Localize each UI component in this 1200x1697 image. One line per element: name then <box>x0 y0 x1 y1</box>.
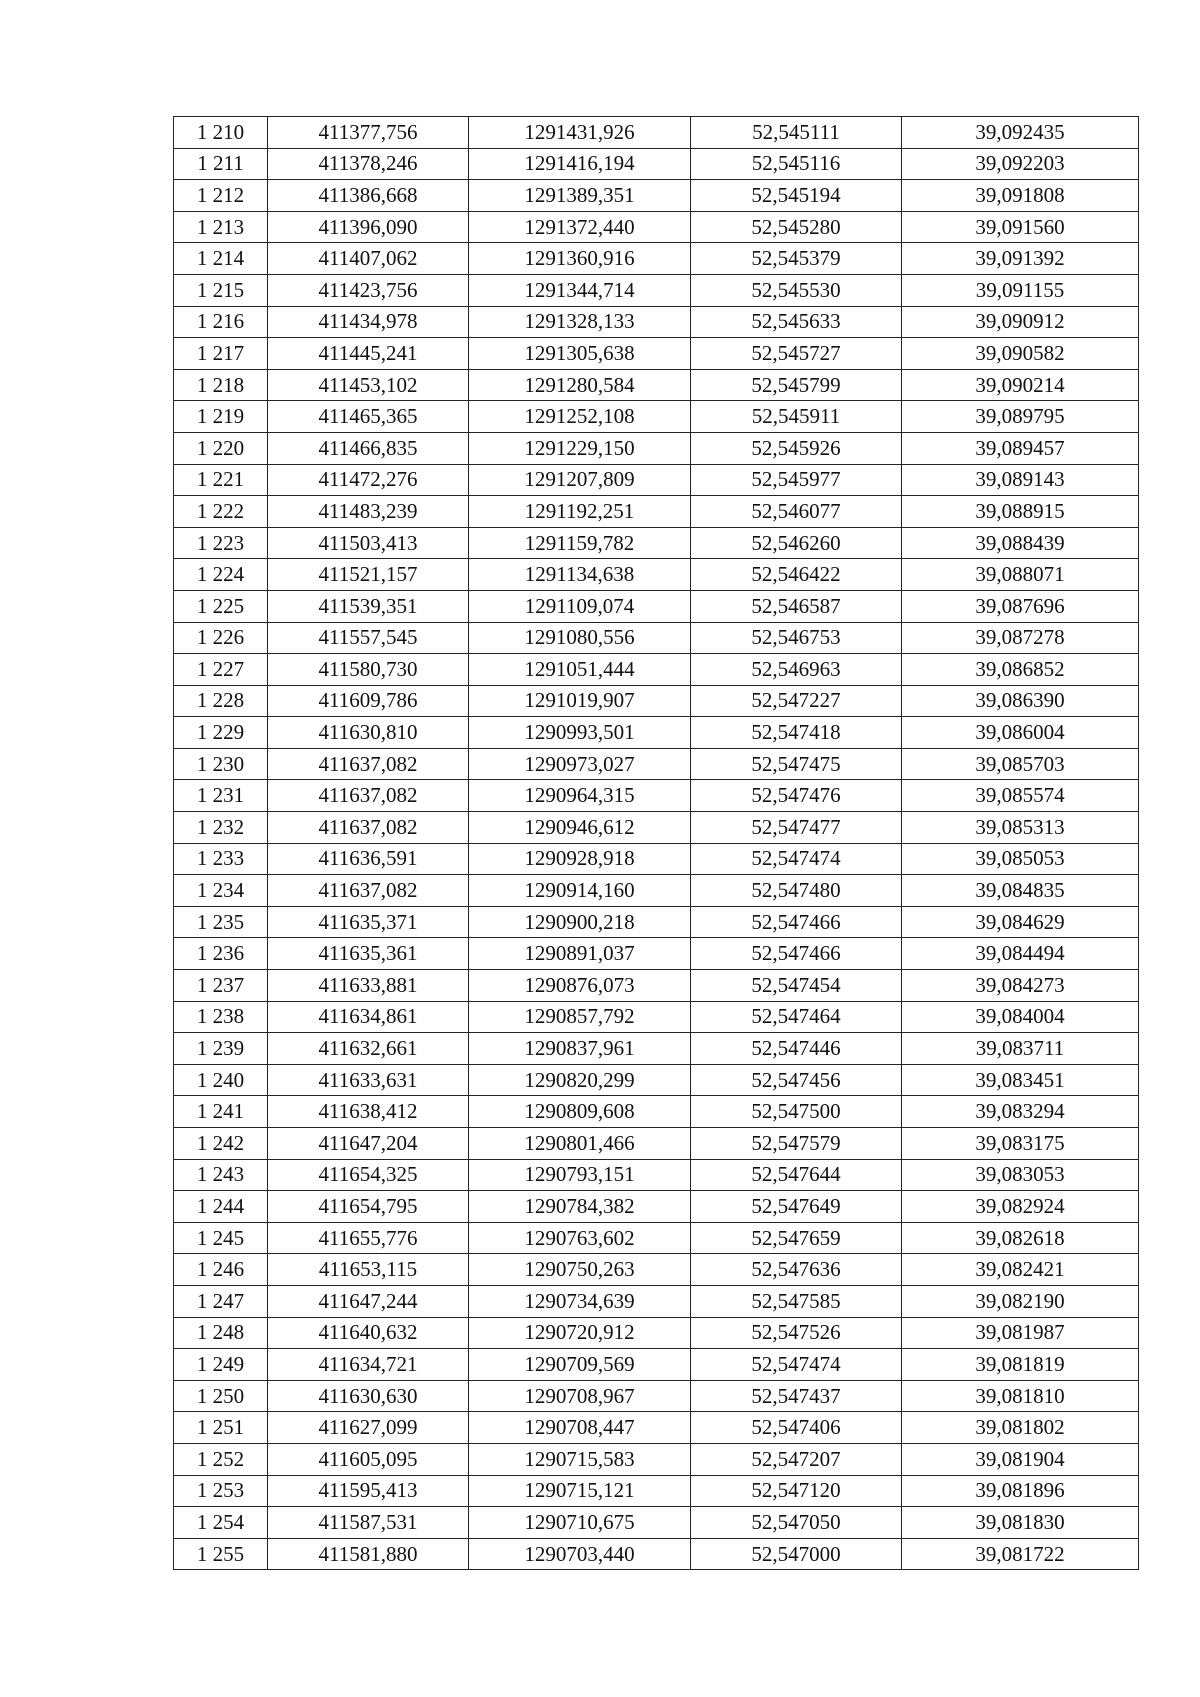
table-row <box>174 780 1139 812</box>
y-coordinate-cell: 1290857,792 <box>469 1001 691 1033</box>
x-coordinate-cell: 411503,413 <box>268 527 469 559</box>
y-coordinate-cell: 1291109,074 <box>469 590 691 622</box>
table-row <box>174 1033 1139 1065</box>
y-coordinate-cell: 1291134,638 <box>469 559 691 591</box>
point-number-cell: 1 232 <box>174 812 268 844</box>
longitude-cell: 39,091155 <box>902 274 1139 306</box>
point-number-cell: 1 230 <box>174 748 268 780</box>
latitude-cell: 52,545111 <box>691 117 902 149</box>
point-number-cell: 1 237 <box>174 970 268 1002</box>
x-coordinate-cell: 411654,325 <box>268 1159 469 1191</box>
x-coordinate-cell: 411632,661 <box>268 1033 469 1065</box>
longitude-cell: 39,082924 <box>902 1191 1139 1223</box>
table-row <box>174 1538 1139 1570</box>
table-row <box>174 748 1139 780</box>
x-coordinate-cell: 411653,115 <box>268 1254 469 1286</box>
table-row <box>174 369 1139 401</box>
latitude-cell: 52,545727 <box>691 338 902 370</box>
latitude-cell: 52,547120 <box>691 1475 902 1507</box>
table-row <box>174 1475 1139 1507</box>
x-coordinate-cell: 411407,062 <box>268 243 469 275</box>
y-coordinate-cell: 1290763,602 <box>469 1222 691 1254</box>
point-number-cell: 1 233 <box>174 843 268 875</box>
point-number-cell: 1 213 <box>174 211 268 243</box>
x-coordinate-cell: 411630,810 <box>268 717 469 749</box>
y-coordinate-cell: 1291252,108 <box>469 401 691 433</box>
table-row <box>174 1507 1139 1539</box>
table-row <box>174 243 1139 275</box>
x-coordinate-cell: 411634,721 <box>268 1349 469 1381</box>
x-coordinate-cell: 411654,795 <box>268 1191 469 1223</box>
x-coordinate-cell: 411557,545 <box>268 622 469 654</box>
longitude-cell: 39,081987 <box>902 1317 1139 1349</box>
point-number-cell: 1 227 <box>174 654 268 686</box>
longitude-cell: 39,092203 <box>902 148 1139 180</box>
longitude-cell: 39,084835 <box>902 875 1139 907</box>
latitude-cell: 52,547476 <box>691 780 902 812</box>
x-coordinate-cell: 411472,276 <box>268 464 469 496</box>
longitude-cell: 39,091808 <box>902 180 1139 212</box>
point-number-cell: 1 219 <box>174 401 268 433</box>
latitude-cell: 52,545280 <box>691 211 902 243</box>
x-coordinate-cell: 411635,371 <box>268 906 469 938</box>
point-number-cell: 1 235 <box>174 906 268 938</box>
y-coordinate-cell: 1291389,351 <box>469 180 691 212</box>
point-number-cell: 1 228 <box>174 685 268 717</box>
longitude-cell: 39,083175 <box>902 1128 1139 1160</box>
longitude-cell: 39,083451 <box>902 1064 1139 1096</box>
longitude-cell: 39,084494 <box>902 938 1139 970</box>
longitude-cell: 39,082190 <box>902 1285 1139 1317</box>
x-coordinate-cell: 411638,412 <box>268 1096 469 1128</box>
table-row <box>174 559 1139 591</box>
longitude-cell: 39,085053 <box>902 843 1139 875</box>
y-coordinate-cell: 1290784,382 <box>469 1191 691 1223</box>
latitude-cell: 52,546587 <box>691 590 902 622</box>
y-coordinate-cell: 1290900,218 <box>469 906 691 938</box>
x-coordinate-cell: 411633,631 <box>268 1064 469 1096</box>
table-row <box>174 717 1139 749</box>
latitude-cell: 52,545977 <box>691 464 902 496</box>
table-row <box>174 274 1139 306</box>
y-coordinate-cell: 1290734,639 <box>469 1285 691 1317</box>
y-coordinate-cell: 1290750,263 <box>469 1254 691 1286</box>
latitude-cell: 52,545116 <box>691 148 902 180</box>
point-number-cell: 1 221 <box>174 464 268 496</box>
y-coordinate-cell: 1290715,121 <box>469 1475 691 1507</box>
longitude-cell: 39,088915 <box>902 496 1139 528</box>
x-coordinate-cell: 411605,095 <box>268 1443 469 1475</box>
x-coordinate-cell: 411378,246 <box>268 148 469 180</box>
table-row <box>174 527 1139 559</box>
y-coordinate-cell: 1290837,961 <box>469 1033 691 1065</box>
x-coordinate-cell: 411637,082 <box>268 748 469 780</box>
longitude-cell: 39,082421 <box>902 1254 1139 1286</box>
point-number-cell: 1 211 <box>174 148 268 180</box>
table-row <box>174 1096 1139 1128</box>
x-coordinate-cell: 411655,776 <box>268 1222 469 1254</box>
longitude-cell: 39,081819 <box>902 1349 1139 1381</box>
longitude-cell: 39,082618 <box>902 1222 1139 1254</box>
y-coordinate-cell: 1290964,315 <box>469 780 691 812</box>
y-coordinate-cell: 1291207,809 <box>469 464 691 496</box>
table-row <box>174 1380 1139 1412</box>
x-coordinate-cell: 411636,591 <box>268 843 469 875</box>
longitude-cell: 39,085574 <box>902 780 1139 812</box>
table-row <box>174 211 1139 243</box>
table-row <box>174 117 1139 149</box>
point-number-cell: 1 214 <box>174 243 268 275</box>
latitude-cell: 52,545926 <box>691 432 902 464</box>
point-number-cell: 1 242 <box>174 1128 268 1160</box>
point-number-cell: 1 241 <box>174 1096 268 1128</box>
latitude-cell: 52,546077 <box>691 496 902 528</box>
latitude-cell: 52,547050 <box>691 1507 902 1539</box>
latitude-cell: 52,547474 <box>691 1349 902 1381</box>
point-number-cell: 1 238 <box>174 1001 268 1033</box>
y-coordinate-cell: 1290710,675 <box>469 1507 691 1539</box>
table-row <box>174 1317 1139 1349</box>
x-coordinate-cell: 411386,668 <box>268 180 469 212</box>
longitude-cell: 39,084629 <box>902 906 1139 938</box>
y-coordinate-cell: 1291280,584 <box>469 369 691 401</box>
y-coordinate-cell: 1291431,926 <box>469 117 691 149</box>
y-coordinate-cell: 1290946,612 <box>469 812 691 844</box>
x-coordinate-cell: 411466,835 <box>268 432 469 464</box>
y-coordinate-cell: 1290715,583 <box>469 1443 691 1475</box>
x-coordinate-cell: 411587,531 <box>268 1507 469 1539</box>
latitude-cell: 52,547659 <box>691 1222 902 1254</box>
latitude-cell: 52,547474 <box>691 843 902 875</box>
latitude-cell: 52,547477 <box>691 812 902 844</box>
longitude-cell: 39,081830 <box>902 1507 1139 1539</box>
y-coordinate-cell: 1290809,608 <box>469 1096 691 1128</box>
table-row <box>174 1349 1139 1381</box>
x-coordinate-cell: 411647,204 <box>268 1128 469 1160</box>
latitude-cell: 52,547475 <box>691 748 902 780</box>
point-number-cell: 1 226 <box>174 622 268 654</box>
table-row <box>174 1254 1139 1286</box>
longitude-cell: 39,081722 <box>902 1538 1139 1570</box>
table-row <box>174 338 1139 370</box>
point-number-cell: 1 251 <box>174 1412 268 1444</box>
point-number-cell: 1 234 <box>174 875 268 907</box>
y-coordinate-cell: 1291051,444 <box>469 654 691 686</box>
point-number-cell: 1 249 <box>174 1349 268 1381</box>
longitude-cell: 39,083053 <box>902 1159 1139 1191</box>
point-number-cell: 1 254 <box>174 1507 268 1539</box>
x-coordinate-cell: 411521,157 <box>268 559 469 591</box>
x-coordinate-cell: 411640,632 <box>268 1317 469 1349</box>
coordinates-table <box>173 116 1139 1570</box>
latitude-cell: 52,546753 <box>691 622 902 654</box>
x-coordinate-cell: 411637,082 <box>268 875 469 907</box>
table-row <box>174 496 1139 528</box>
latitude-cell: 52,547480 <box>691 875 902 907</box>
y-coordinate-cell: 1290928,918 <box>469 843 691 875</box>
point-number-cell: 1 218 <box>174 369 268 401</box>
longitude-cell: 39,081810 <box>902 1380 1139 1412</box>
point-number-cell: 1 212 <box>174 180 268 212</box>
x-coordinate-cell: 411634,861 <box>268 1001 469 1033</box>
x-coordinate-cell: 411627,099 <box>268 1412 469 1444</box>
x-coordinate-cell: 411630,630 <box>268 1380 469 1412</box>
y-coordinate-cell: 1290993,501 <box>469 717 691 749</box>
table-row <box>174 843 1139 875</box>
x-coordinate-cell: 411635,361 <box>268 938 469 970</box>
y-coordinate-cell: 1291305,638 <box>469 338 691 370</box>
y-coordinate-cell: 1290703,440 <box>469 1538 691 1570</box>
table-row <box>174 938 1139 970</box>
y-coordinate-cell: 1290876,073 <box>469 970 691 1002</box>
y-coordinate-cell: 1290709,569 <box>469 1349 691 1381</box>
longitude-cell: 39,084004 <box>902 1001 1139 1033</box>
latitude-cell: 52,547649 <box>691 1191 902 1223</box>
table-row <box>174 685 1139 717</box>
longitude-cell: 39,086004 <box>902 717 1139 749</box>
longitude-cell: 39,081904 <box>902 1443 1139 1475</box>
point-number-cell: 1 225 <box>174 590 268 622</box>
y-coordinate-cell: 1291344,714 <box>469 274 691 306</box>
point-number-cell: 1 252 <box>174 1443 268 1475</box>
table-row <box>174 1285 1139 1317</box>
latitude-cell: 52,545799 <box>691 369 902 401</box>
latitude-cell: 52,547466 <box>691 906 902 938</box>
latitude-cell: 52,547579 <box>691 1128 902 1160</box>
table-row <box>174 812 1139 844</box>
point-number-cell: 1 245 <box>174 1222 268 1254</box>
y-coordinate-cell: 1291229,150 <box>469 432 691 464</box>
longitude-cell: 39,088071 <box>902 559 1139 591</box>
longitude-cell: 39,086390 <box>902 685 1139 717</box>
longitude-cell: 39,090214 <box>902 369 1139 401</box>
latitude-cell: 52,547526 <box>691 1317 902 1349</box>
latitude-cell: 52,547500 <box>691 1096 902 1128</box>
point-number-cell: 1 250 <box>174 1380 268 1412</box>
table-row <box>174 654 1139 686</box>
table-row <box>174 622 1139 654</box>
table-row <box>174 1064 1139 1096</box>
point-number-cell: 1 210 <box>174 117 268 149</box>
y-coordinate-cell: 1291416,194 <box>469 148 691 180</box>
latitude-cell: 52,545194 <box>691 180 902 212</box>
latitude-cell: 52,547437 <box>691 1380 902 1412</box>
x-coordinate-cell: 411647,244 <box>268 1285 469 1317</box>
latitude-cell: 52,545379 <box>691 243 902 275</box>
y-coordinate-cell: 1291192,251 <box>469 496 691 528</box>
x-coordinate-cell: 411483,239 <box>268 496 469 528</box>
latitude-cell: 52,545633 <box>691 306 902 338</box>
longitude-cell: 39,085313 <box>902 812 1139 844</box>
table-row <box>174 148 1139 180</box>
longitude-cell: 39,090912 <box>902 306 1139 338</box>
x-coordinate-cell: 411539,351 <box>268 590 469 622</box>
y-coordinate-cell: 1290891,037 <box>469 938 691 970</box>
table-row <box>174 464 1139 496</box>
longitude-cell: 39,090582 <box>902 338 1139 370</box>
point-number-cell: 1 246 <box>174 1254 268 1286</box>
longitude-cell: 39,091392 <box>902 243 1139 275</box>
y-coordinate-cell: 1290720,912 <box>469 1317 691 1349</box>
point-number-cell: 1 217 <box>174 338 268 370</box>
latitude-cell: 52,545530 <box>691 274 902 306</box>
longitude-cell: 39,083711 <box>902 1033 1139 1065</box>
longitude-cell: 39,089795 <box>902 401 1139 433</box>
point-number-cell: 1 255 <box>174 1538 268 1570</box>
point-number-cell: 1 240 <box>174 1064 268 1096</box>
table-row <box>174 1412 1139 1444</box>
latitude-cell: 52,546963 <box>691 654 902 686</box>
longitude-cell: 39,092435 <box>902 117 1139 149</box>
longitude-cell: 39,086852 <box>902 654 1139 686</box>
table-row <box>174 590 1139 622</box>
longitude-cell: 39,091560 <box>902 211 1139 243</box>
point-number-cell: 1 248 <box>174 1317 268 1349</box>
table-row <box>174 1222 1139 1254</box>
y-coordinate-cell: 1291080,556 <box>469 622 691 654</box>
latitude-cell: 52,547644 <box>691 1159 902 1191</box>
table-row <box>174 1191 1139 1223</box>
point-number-cell: 1 243 <box>174 1159 268 1191</box>
point-number-cell: 1 222 <box>174 496 268 528</box>
point-number-cell: 1 223 <box>174 527 268 559</box>
longitude-cell: 39,085703 <box>902 748 1139 780</box>
y-coordinate-cell: 1290801,466 <box>469 1128 691 1160</box>
table-row <box>174 1443 1139 1475</box>
point-number-cell: 1 216 <box>174 306 268 338</box>
latitude-cell: 52,546422 <box>691 559 902 591</box>
y-coordinate-cell: 1290973,027 <box>469 748 691 780</box>
table-row <box>174 1159 1139 1191</box>
table-row <box>174 1128 1139 1160</box>
longitude-cell: 39,084273 <box>902 970 1139 1002</box>
longitude-cell: 39,081896 <box>902 1475 1139 1507</box>
y-coordinate-cell: 1290793,151 <box>469 1159 691 1191</box>
x-coordinate-cell: 411434,978 <box>268 306 469 338</box>
longitude-cell: 39,081802 <box>902 1412 1139 1444</box>
longitude-cell: 39,088439 <box>902 527 1139 559</box>
y-coordinate-cell: 1290914,160 <box>469 875 691 907</box>
latitude-cell: 52,547466 <box>691 938 902 970</box>
x-coordinate-cell: 411453,102 <box>268 369 469 401</box>
latitude-cell: 52,547446 <box>691 1033 902 1065</box>
latitude-cell: 52,547585 <box>691 1285 902 1317</box>
x-coordinate-cell: 411581,880 <box>268 1538 469 1570</box>
point-number-cell: 1 247 <box>174 1285 268 1317</box>
y-coordinate-cell: 1290820,299 <box>469 1064 691 1096</box>
table-row <box>174 970 1139 1002</box>
point-number-cell: 1 224 <box>174 559 268 591</box>
longitude-cell: 39,089143 <box>902 464 1139 496</box>
y-coordinate-cell: 1291019,907 <box>469 685 691 717</box>
point-number-cell: 1 244 <box>174 1191 268 1223</box>
point-number-cell: 1 239 <box>174 1033 268 1065</box>
y-coordinate-cell: 1291159,782 <box>469 527 691 559</box>
point-number-cell: 1 253 <box>174 1475 268 1507</box>
point-number-cell: 1 229 <box>174 717 268 749</box>
table-row <box>174 306 1139 338</box>
latitude-cell: 52,545911 <box>691 401 902 433</box>
point-number-cell: 1 231 <box>174 780 268 812</box>
table-row <box>174 401 1139 433</box>
table-row <box>174 180 1139 212</box>
latitude-cell: 52,547636 <box>691 1254 902 1286</box>
longitude-cell: 39,087696 <box>902 590 1139 622</box>
x-coordinate-cell: 411595,413 <box>268 1475 469 1507</box>
point-number-cell: 1 215 <box>174 274 268 306</box>
coordinates-table-body <box>174 117 1139 1570</box>
table-row <box>174 1001 1139 1033</box>
x-coordinate-cell: 411423,756 <box>268 274 469 306</box>
latitude-cell: 52,546260 <box>691 527 902 559</box>
y-coordinate-cell: 1290708,967 <box>469 1380 691 1412</box>
x-coordinate-cell: 411445,241 <box>268 338 469 370</box>
latitude-cell: 52,547207 <box>691 1443 902 1475</box>
point-number-cell: 1 236 <box>174 938 268 970</box>
latitude-cell: 52,547227 <box>691 685 902 717</box>
x-coordinate-cell: 411580,730 <box>268 654 469 686</box>
latitude-cell: 52,547406 <box>691 1412 902 1444</box>
x-coordinate-cell: 411396,090 <box>268 211 469 243</box>
x-coordinate-cell: 411633,881 <box>268 970 469 1002</box>
longitude-cell: 39,089457 <box>902 432 1139 464</box>
latitude-cell: 52,547464 <box>691 1001 902 1033</box>
y-coordinate-cell: 1291360,916 <box>469 243 691 275</box>
latitude-cell: 52,547454 <box>691 970 902 1002</box>
latitude-cell: 52,547456 <box>691 1064 902 1096</box>
point-number-cell: 1 220 <box>174 432 268 464</box>
table-row <box>174 432 1139 464</box>
y-coordinate-cell: 1290708,447 <box>469 1412 691 1444</box>
x-coordinate-cell: 411637,082 <box>268 812 469 844</box>
table-row <box>174 906 1139 938</box>
y-coordinate-cell: 1291372,440 <box>469 211 691 243</box>
x-coordinate-cell: 411377,756 <box>268 117 469 149</box>
x-coordinate-cell: 411465,365 <box>268 401 469 433</box>
longitude-cell: 39,083294 <box>902 1096 1139 1128</box>
longitude-cell: 39,087278 <box>902 622 1139 654</box>
table-row <box>174 875 1139 907</box>
y-coordinate-cell: 1291328,133 <box>469 306 691 338</box>
x-coordinate-cell: 411637,082 <box>268 780 469 812</box>
latitude-cell: 52,547000 <box>691 1538 902 1570</box>
latitude-cell: 52,547418 <box>691 717 902 749</box>
x-coordinate-cell: 411609,786 <box>268 685 469 717</box>
